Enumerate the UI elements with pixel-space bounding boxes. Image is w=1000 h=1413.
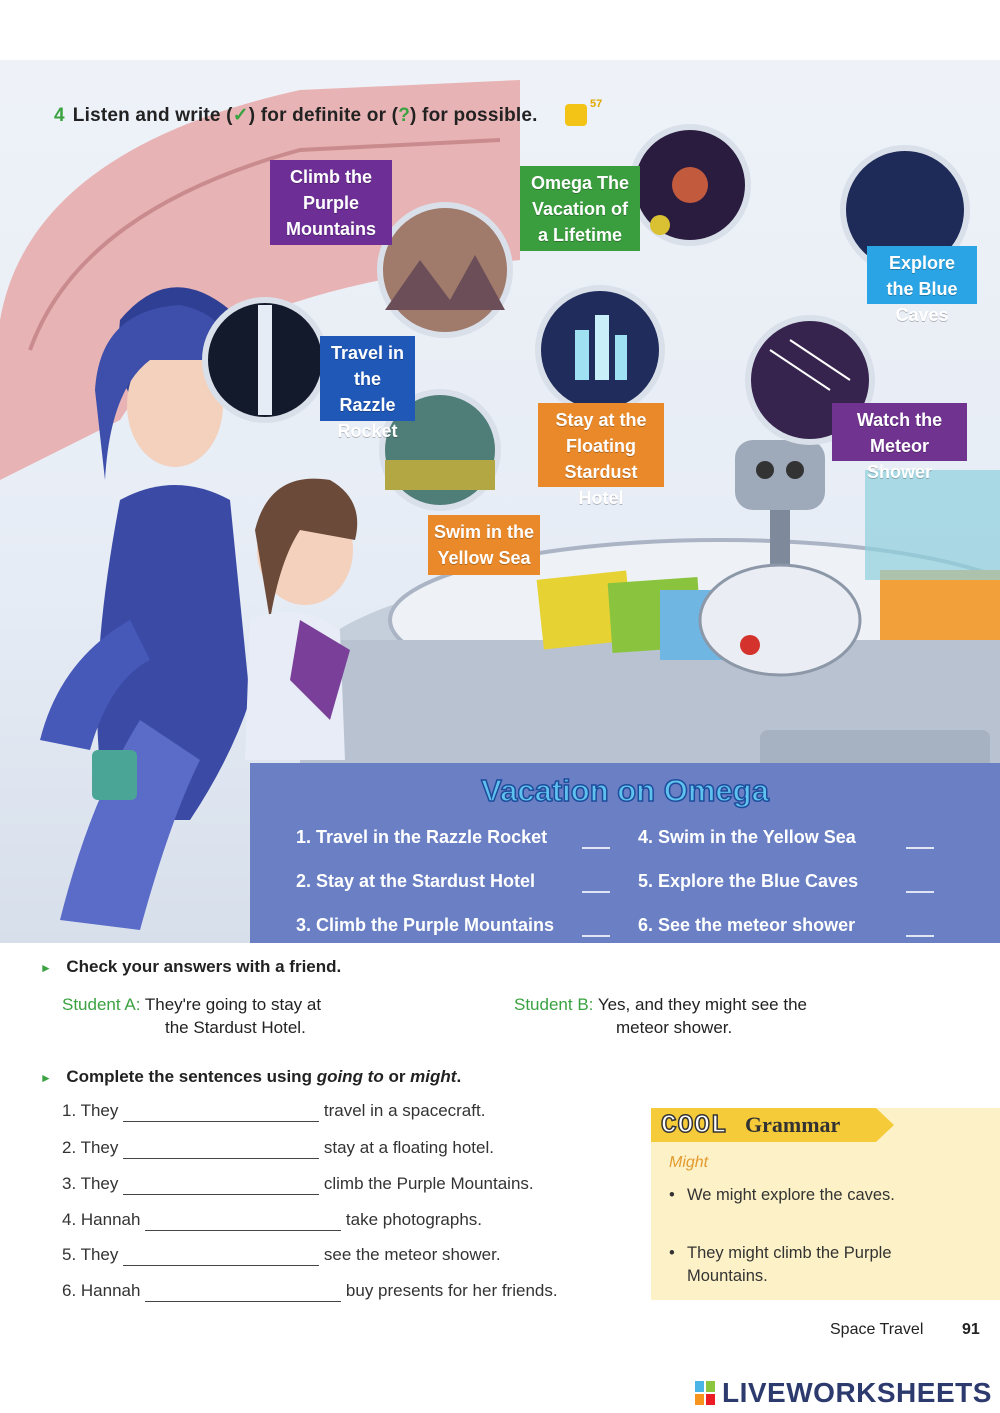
instruction-text-b: ) for definite or ( [248, 105, 399, 126]
student-a-label: Student A: [62, 995, 141, 1014]
bullet-arrow-icon: ► [40, 961, 52, 975]
bubble-planets [632, 127, 748, 243]
sentence-blank[interactable] [123, 1174, 319, 1195]
label-explore-blue-caves: Explore the Blue Caves [867, 246, 977, 304]
student-b-label: Student B: [514, 995, 594, 1014]
vacation-item-1: 1. Travel in the Razzle Rocket [296, 827, 548, 847]
label-swim-yellow-sea: Swim in the Yellow Sea [428, 515, 540, 575]
sentence-5 [62, 1245, 501, 1266]
vacation-item-6: 6. See the meteor shower [638, 915, 856, 935]
vacation-item-5: 5. Explore the Blue Caves [638, 871, 859, 891]
complete-heading-end: . [456, 1067, 462, 1086]
sentence-blank[interactable] [123, 1245, 319, 1266]
page-number: 91 [962, 1321, 980, 1338]
liveworksheets-brand[interactable]: LIVEWORKSHEETS [722, 1377, 992, 1408]
sentence-1 [62, 1101, 485, 1122]
complete-heading-might: might [410, 1067, 457, 1086]
sentence-6 [62, 1281, 558, 1302]
grammar-example-1 [669, 1184, 989, 1207]
sentence-rest: take photographs. [345, 1210, 483, 1229]
check-heading-row [40, 957, 341, 977]
grammar-example-2-text: They might climb the Purple Mountains. [687, 1244, 892, 1285]
complete-heading-going: going to [316, 1067, 384, 1086]
student-a-line2: the Stardust Hotel. [165, 1018, 306, 1037]
vacation-title: Vacation on Omega [481, 773, 769, 808]
sentence-rest: see the meteor shower. [323, 1245, 501, 1264]
question-mark: ? [398, 105, 411, 126]
sentence-blank[interactable] [145, 1281, 341, 1302]
bubble-hotel [538, 288, 662, 412]
complete-heading-or: or [383, 1067, 411, 1086]
sentence-4 [62, 1210, 482, 1231]
sentence-rest: stay at a floating hotel. [323, 1138, 494, 1157]
sentence-rest: travel in a spacecraft. [323, 1101, 486, 1120]
bullet-arrow-icon: ► [40, 1071, 52, 1085]
sentence-subject: 4. Hannah [62, 1210, 141, 1229]
student-b-dialogue [514, 993, 807, 1039]
sentence-subject: 5. They [62, 1245, 119, 1264]
sentence-subject: 6. Hannah [62, 1281, 141, 1300]
sentence-rest: buy presents for her friends. [345, 1281, 558, 1300]
student-a-dialogue [62, 993, 321, 1039]
check-mark-icon: ✓ [232, 105, 249, 126]
sentence-blank[interactable] [145, 1210, 341, 1231]
sentence-blank[interactable] [123, 1101, 319, 1122]
student-b-line2: meteor shower. [616, 1018, 733, 1037]
bubble-mountains [380, 205, 510, 335]
instruction-text-a: Listen and write ( [72, 105, 233, 126]
exercise-instruction [54, 104, 538, 127]
grammar-example-2 [669, 1242, 989, 1288]
sentence-3 [62, 1174, 534, 1195]
student-b-line1: Yes, and they might see the [597, 995, 807, 1014]
sentence-rest: climb the Purple Mountains. [323, 1174, 534, 1193]
bullet-dot-icon: • [669, 1186, 675, 1204]
complete-heading-text: Complete the sentences using [66, 1067, 317, 1086]
vacation-item-2: 2. Stay at the Stardust Hotel [296, 871, 536, 891]
label-travel-razzle-rocket: Travel in the Razzle Rocket [320, 336, 415, 421]
label-climb-purple-mountains: Climb the Purple Mountains [270, 160, 392, 245]
answer-blank-5[interactable] [906, 891, 934, 893]
answer-blank-2[interactable] [582, 891, 610, 893]
grammar-example-1-text: We might explore the caves. [687, 1186, 895, 1204]
sentence-blank[interactable] [123, 1138, 319, 1159]
answer-blank-3[interactable] [582, 935, 610, 937]
student-a-line1: They're going to stay at [144, 995, 322, 1014]
sentence-subject: 2. They [62, 1138, 119, 1157]
sentence-subject: 1. They [62, 1101, 119, 1120]
instruction-text-c: ) for possible. [410, 105, 538, 126]
check-heading: Check your answers with a friend. [66, 957, 342, 976]
audio-track-number: 57 [590, 98, 603, 110]
vacation-item-3: 3. Climb the Purple Mountains [296, 915, 555, 935]
label-omega: Omega The Vacation of a Lifetime [520, 166, 640, 251]
grammar-subtitle: Might [669, 1154, 709, 1171]
answer-blank-1[interactable] [582, 847, 610, 849]
complete-heading-row [40, 1067, 461, 1087]
exercise-number: 4 [54, 105, 65, 126]
label-stay-stardust-hotel: Stay at the Floating Stardust Hotel [538, 403, 664, 487]
answer-blank-4[interactable] [906, 847, 934, 849]
sentence-subject: 3. They [62, 1174, 119, 1193]
cool-grammar-header [651, 1108, 876, 1142]
sentence-2 [62, 1138, 494, 1159]
bullet-dot-icon: • [669, 1244, 675, 1262]
cool-grammar-box [651, 1108, 1000, 1300]
vacation-item-4: 4. Swim in the Yellow Sea [638, 827, 856, 847]
complete-heading [66, 1067, 461, 1086]
vacation-list-box [250, 763, 1000, 943]
answer-blank-6[interactable] [906, 935, 934, 937]
cool-logo: COOL [661, 1110, 728, 1140]
grammar-title: Grammar [745, 1112, 841, 1137]
bubble-rocket [205, 300, 325, 420]
label-watch-meteor-shower: Watch the Meteor Shower [832, 403, 967, 461]
footer-section: Space Travel [830, 1321, 924, 1338]
liveworksheets-logo-icon [695, 1381, 715, 1405]
audio-icon[interactable] [565, 104, 587, 126]
